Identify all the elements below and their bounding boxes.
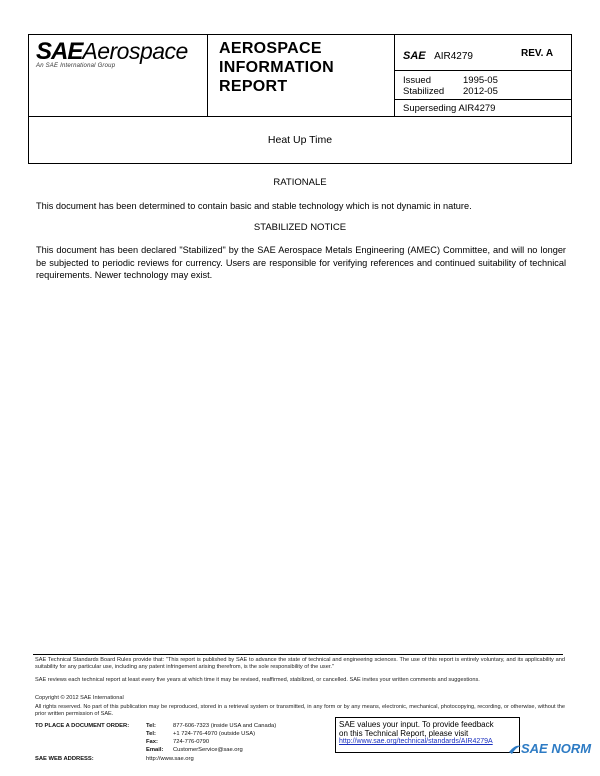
feedback-line-1: SAE values your input. To provide feedback	[339, 720, 494, 729]
sae-norm-watermark: SAE NORM	[521, 741, 592, 756]
doc-info-cell	[394, 34, 572, 117]
feedback-line-2: on this Technical Report, please visit	[339, 729, 469, 739]
doc-number: AIR4279	[434, 51, 473, 62]
tel-number-intl: +1 724-776-4970 (outside USA)	[173, 731, 256, 737]
doc-type-line-3: REPORT	[219, 78, 288, 95]
email-link[interactable]: CustomerService@sae.org	[173, 747, 243, 753]
web-label: SAE WEB ADDRESS:	[35, 756, 94, 762]
revision: REV. A	[521, 48, 554, 59]
document-title: Heat Up Time	[267, 134, 333, 146]
superseding: Superseding AIR4279	[403, 103, 496, 114]
email-label: Email:	[146, 747, 164, 753]
doc-type-cell	[207, 34, 394, 117]
feedback-box	[335, 717, 520, 753]
doc-type	[219, 39, 334, 96]
footer-rights-paragraph: All rights reserved. No part of this publication may be reproduced, stored in a retrieval system or transmitted, in any form or by any means, electronic, mechanical, photocopying, recording, or otherwise, without the prior written permission of SAE.	[35, 704, 565, 718]
swoosh-icon	[508, 742, 522, 761]
doc-type-line-2: INFORMATION	[219, 59, 334, 76]
logo-sae-text: SAE	[36, 38, 83, 65]
logo-cell	[28, 34, 207, 117]
fax-number: 724-776-0790	[173, 739, 210, 745]
doc-type-line-1: AEROSPACE	[219, 40, 322, 57]
footer-rules-paragraph: SAE Technical Standards Board Rules provide that: "This report is published by SAE to advance the state of technical and engineering sciences. The use of this report is entirely voluntary, and its applicability and suitability for any particular use, including any patent infringement arising therefrom, is the sole responsibility of the user."	[35, 657, 565, 671]
issued-label: Issued	[403, 75, 431, 86]
sae-aerospace-logo	[36, 38, 188, 66]
divider	[395, 70, 571, 71]
web-link[interactable]: http://www.sae.org	[146, 756, 194, 762]
footer-copyright: Copyright © 2012 SAE International	[35, 695, 124, 701]
footer-review-paragraph: SAE reviews each technical report at least every five years at which time it may be revised, reaffirmed, stabilized, or cancelled. SAE invites your written comments and suggestions.	[35, 677, 480, 683]
logo-aerospace-text: Aerospace	[82, 38, 188, 64]
rationale-text: This document has been determined to contain basic and stable technology which is not dynamic in nature.	[36, 201, 472, 211]
stabilized-notice-text: This document has been declared "Stabilized" by the SAE Aerospace Metals Engineering (AMEC) Committee, and will no longer be subjected to periodic reviews for currency. Users are responsible for verifying references and continued suitability of technical requirements. Newer technology may exist.	[36, 245, 566, 280]
issued-date: 1995-05	[463, 75, 498, 86]
doc-number-row	[403, 46, 473, 64]
rationale-heading: RATIONALE	[273, 177, 327, 188]
footer-rule	[33, 654, 563, 655]
divider	[395, 99, 571, 100]
order-label: TO PLACE A DOCUMENT ORDER:	[35, 723, 130, 729]
tel-number-usa: 877-606-7323 (inside USA and Canada)	[173, 723, 277, 729]
stabilized-label: Stabilized	[403, 86, 445, 97]
title-box	[28, 116, 572, 164]
logo-subtitle: An SAE International Group	[36, 63, 116, 69]
tel-label: Tel:	[146, 723, 156, 729]
stabilized-date: 2012-05	[463, 86, 498, 97]
fax-label: Fax:	[146, 739, 158, 745]
stabilized-notice-heading: STABILIZED NOTICE	[253, 222, 347, 233]
feedback-link[interactable]: http://www.sae.org/technical/standards/AIR4279A	[339, 738, 493, 746]
sae-mark: SAE	[403, 50, 426, 62]
tel-label-2: Tel:	[146, 731, 156, 737]
